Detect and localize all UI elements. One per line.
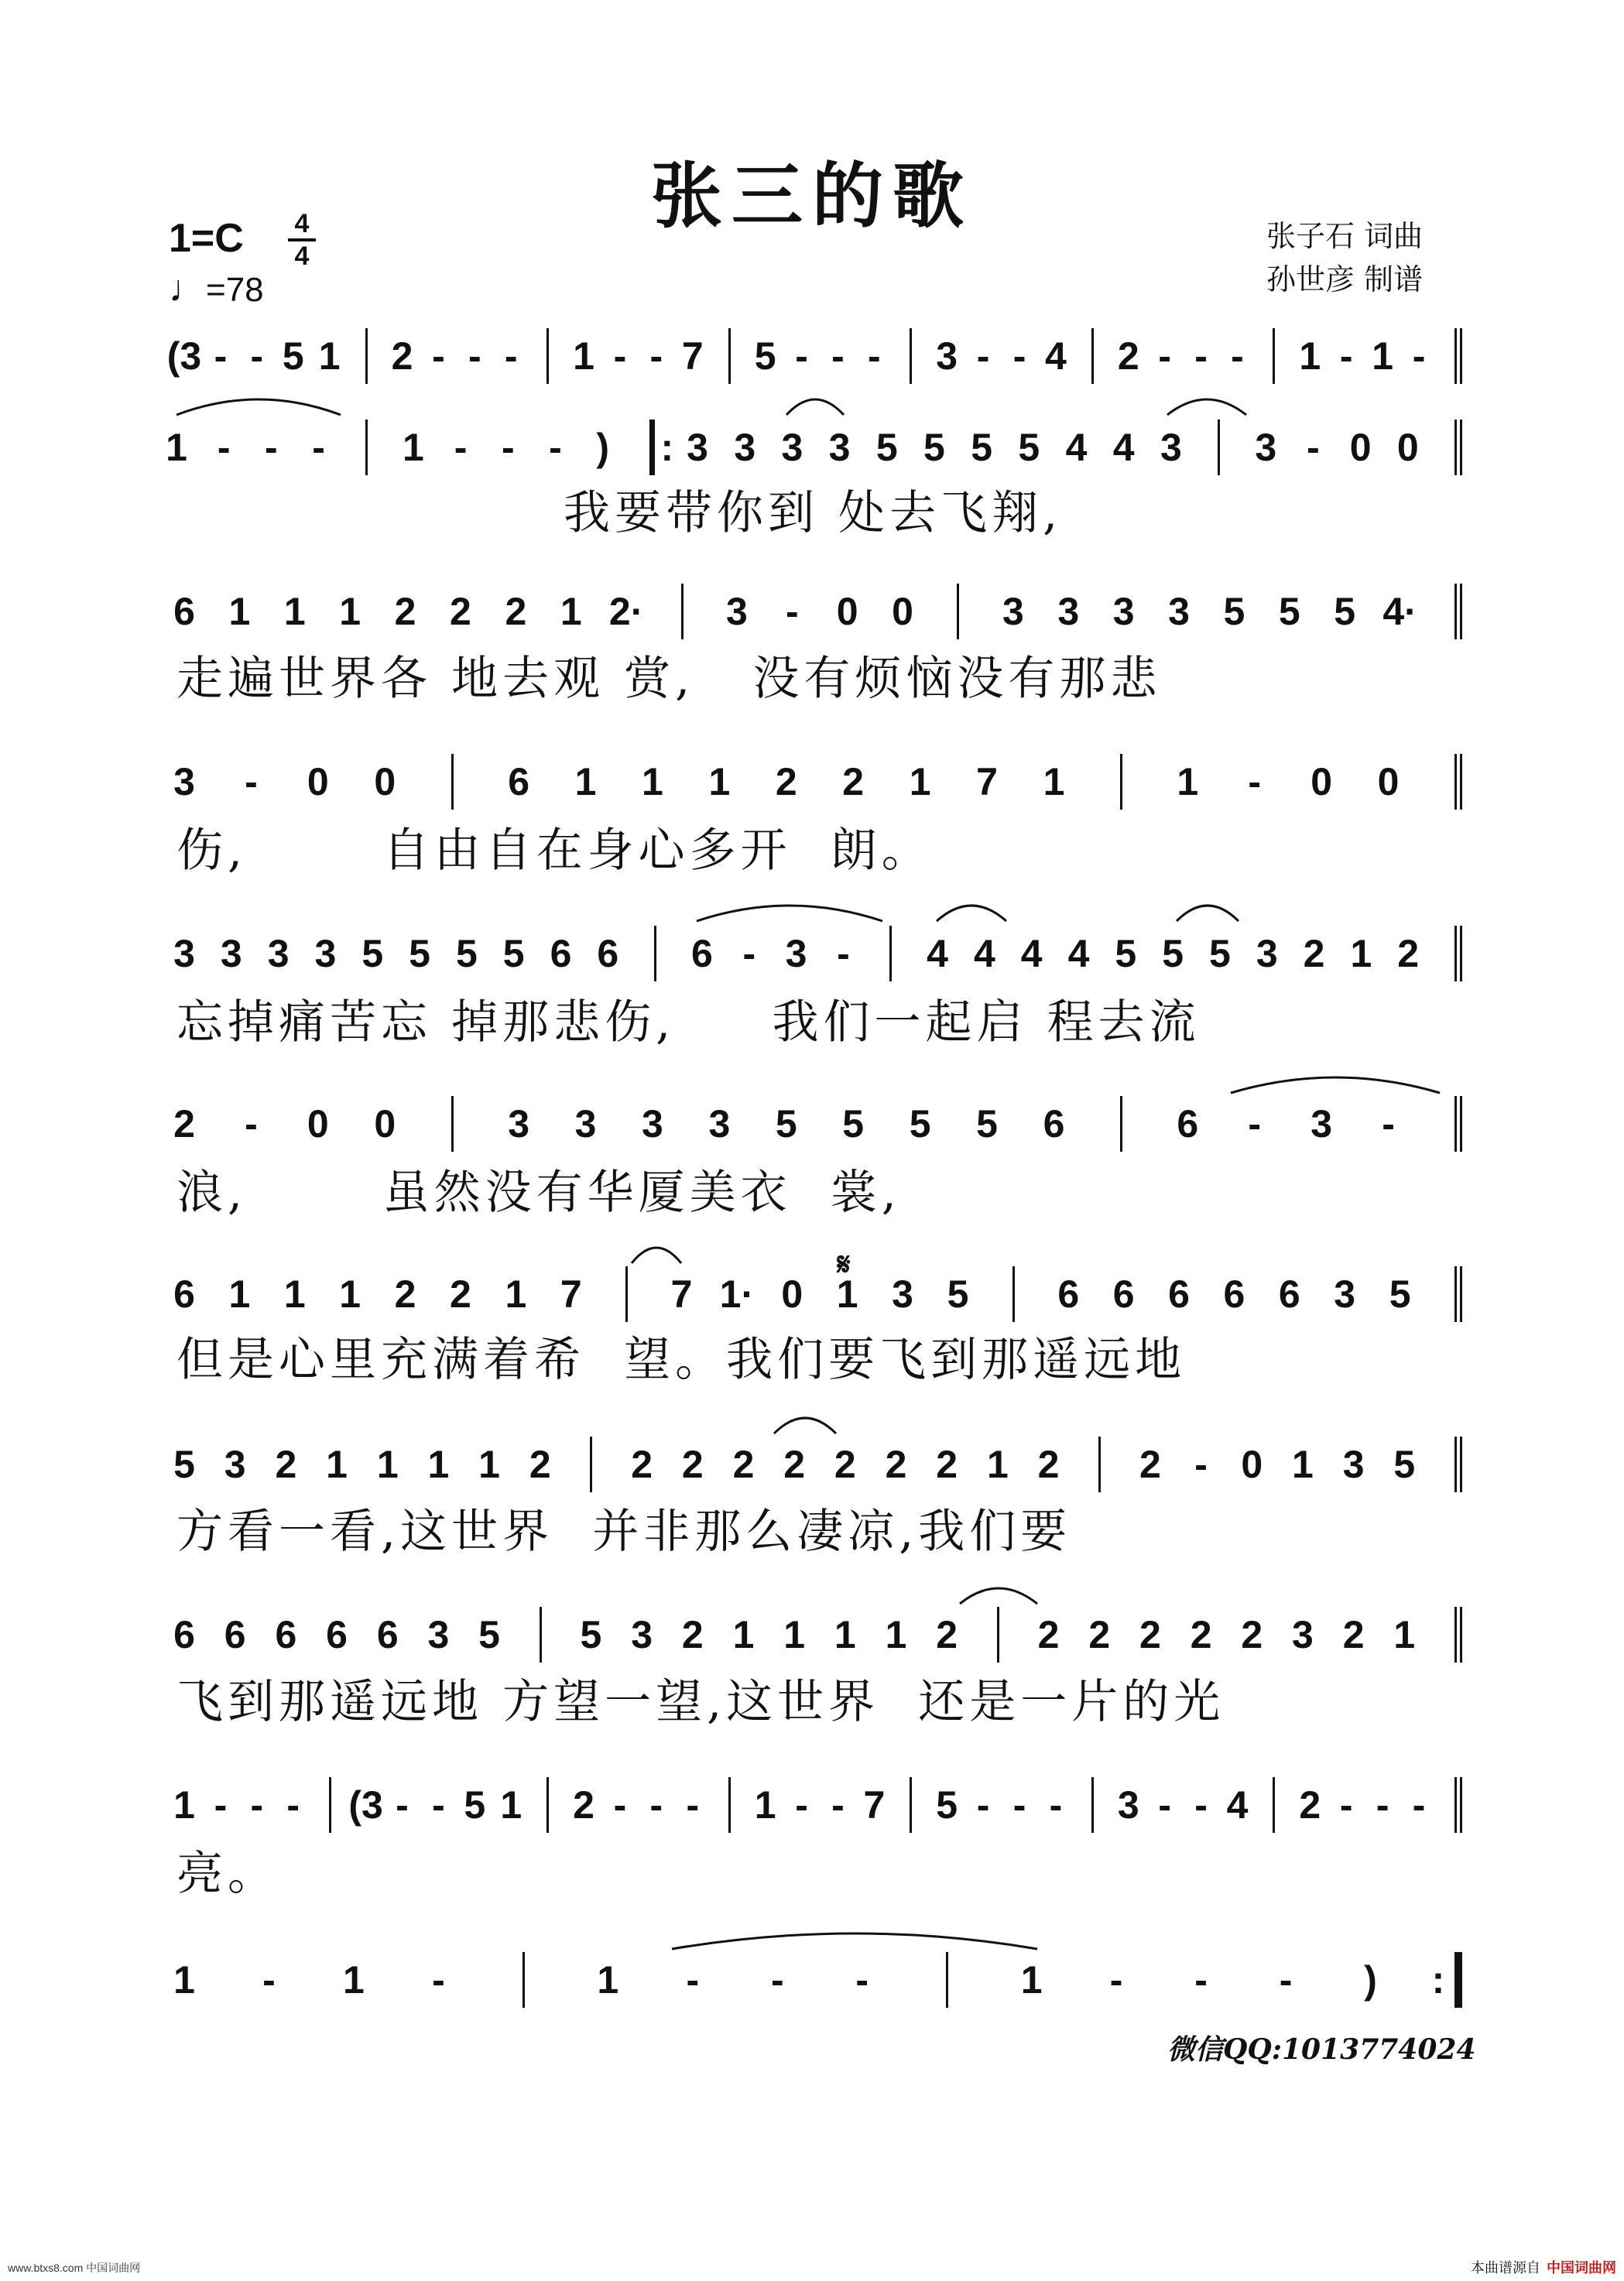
note-token: 5 <box>455 932 478 975</box>
note-token: 3 <box>267 932 290 975</box>
note-token: 1 <box>574 760 597 803</box>
note-token: 3 <box>1292 1613 1314 1656</box>
note-token: 1 <box>732 1613 755 1656</box>
note-token: 3 <box>1117 1783 1139 1827</box>
note-token: 6 <box>1043 1102 1065 1146</box>
key-signature: 1=C <box>169 216 244 261</box>
note-token: 5 <box>976 1102 998 1146</box>
note-token: - <box>686 1958 700 2002</box>
note-token: 2 <box>885 1443 907 1486</box>
note-token: 4 <box>1067 932 1090 975</box>
note-token: 1 <box>427 1443 450 1486</box>
note-token: - <box>1248 1102 1262 1146</box>
note-token: 2 <box>505 590 527 633</box>
note-token: 1 <box>1350 932 1372 975</box>
note-token: 5 <box>909 1102 931 1146</box>
note-token: - <box>1158 334 1171 378</box>
note-token: 3 <box>173 760 195 803</box>
segno-icon: 𝄋 <box>837 1248 851 1282</box>
note-token: 1 <box>597 1958 619 2002</box>
lyric-line: 浪, 虽然没有华厦美衣 裳, <box>176 1166 901 1220</box>
note-token: 1 <box>573 334 594 378</box>
note-token: 6 <box>508 760 529 803</box>
note-token: 0 <box>1396 426 1419 469</box>
song-title: 张三的歌 <box>650 154 973 238</box>
note-token: - <box>1307 426 1320 469</box>
note-token: 5 <box>842 1102 865 1146</box>
note-token: - <box>1382 1102 1395 1146</box>
note-token: 2 <box>631 1443 653 1486</box>
note-token: 2 <box>394 1272 416 1316</box>
note-token: - <box>1194 1783 1208 1827</box>
slur-mark <box>1167 399 1246 415</box>
note-token: - <box>432 1958 445 2002</box>
note-token: 7 <box>670 1272 693 1316</box>
note-token: - <box>549 426 562 469</box>
note-token: 3 <box>314 932 337 975</box>
note-token: - <box>613 334 627 378</box>
note-token: 1 <box>318 334 341 378</box>
note-token: 3 <box>631 1613 653 1656</box>
note-token: 1 <box>1372 334 1394 378</box>
repeat-dots: : <box>660 426 674 469</box>
note-token: - <box>245 1102 258 1146</box>
time-signature-bottom: 4 <box>294 241 310 271</box>
note-token: 0 <box>1349 426 1372 469</box>
slur-mark <box>672 1933 1037 1949</box>
slur-mark <box>1231 1077 1440 1093</box>
note-token: ) <box>1364 1958 1377 2002</box>
note-token: 3 <box>1255 426 1277 469</box>
note-token: 2 <box>1342 1613 1365 1656</box>
note-token: 0 <box>1311 760 1333 803</box>
note-token: - <box>1194 1443 1208 1486</box>
note-token: - <box>795 334 808 378</box>
note-token: - <box>795 1783 808 1827</box>
note-token: 5 <box>502 932 525 975</box>
note-token: 3 <box>936 334 958 378</box>
note-token: 2 <box>391 334 413 378</box>
lyric-line: 方看一看,这世界 并非那么凄凉,我们要 <box>176 1505 1072 1559</box>
note-token: - <box>214 334 228 378</box>
note-token: - <box>649 1783 663 1827</box>
note-token: 1 <box>754 1783 776 1827</box>
note-token: 1 <box>478 1443 500 1486</box>
note-token: - <box>214 1783 228 1827</box>
note-token: 2 <box>1397 932 1420 975</box>
note-token: - <box>613 1783 627 1827</box>
note-token: 2 <box>573 1783 594 1827</box>
note-token: 7 <box>681 334 704 378</box>
note-token: - <box>432 334 445 378</box>
note-token: 5 <box>580 1613 602 1656</box>
note-token: 3 <box>1311 1102 1333 1146</box>
lyric-line: 飞到那遥远地 方望一望,这世界 还是一片的光 <box>176 1675 1225 1729</box>
note-token: - <box>1194 1958 1208 2002</box>
note-token: 3 <box>828 426 851 469</box>
note-token: 5 <box>1389 1272 1411 1316</box>
note-token: 0 <box>307 760 329 803</box>
footer-source-label: 本曲谱源自 <box>1471 2260 1540 2276</box>
note-token: 0 <box>1377 760 1400 803</box>
note-token: 1 <box>986 1443 1009 1486</box>
note-token: 4 <box>973 932 995 975</box>
note-token: 3 <box>708 1102 731 1146</box>
note-token: - <box>868 334 881 378</box>
note-token: 7 <box>863 1783 886 1827</box>
note-token: 6 <box>1177 1102 1199 1146</box>
note-token: 1 <box>642 760 663 803</box>
note-token: 3 <box>785 932 807 975</box>
note-token: 5 <box>173 1443 195 1486</box>
note-token: 1 <box>403 426 424 469</box>
note-token: 2 <box>1088 1613 1111 1656</box>
slur-mark <box>937 906 1006 921</box>
note-token: - <box>1158 1783 1171 1827</box>
note-token: 3 <box>1160 426 1182 469</box>
note-token: 6 <box>1057 1272 1080 1316</box>
lyric-line: 忘掉痛苦忘 掉那悲伤, 我们一起启 程去流 <box>176 995 1201 1050</box>
note-token: 5 <box>936 1783 958 1827</box>
note-token: 3 <box>892 1272 913 1316</box>
note-token: 1 <box>1393 1613 1416 1656</box>
note-token: 1 <box>173 1958 195 2002</box>
note-token: - <box>217 426 231 469</box>
note-token: 5 <box>1115 932 1137 975</box>
note-token: 6 <box>224 1613 246 1656</box>
note-token: 6 <box>1168 1272 1190 1316</box>
note-token: 2 <box>681 1613 704 1656</box>
note-token: - <box>770 1958 784 2002</box>
note-token: 5 <box>1334 590 1356 633</box>
note-token: 1 <box>1043 760 1065 803</box>
note-token: 5 <box>971 426 993 469</box>
note-token: 1 <box>173 1783 195 1827</box>
note-token: - <box>501 426 515 469</box>
note-token: - <box>262 1958 276 2002</box>
note-token: - <box>286 1783 300 1827</box>
lyric-line: 亮。 <box>176 1847 279 1901</box>
note-token: - <box>976 1783 990 1827</box>
note-token: 2 <box>450 590 471 633</box>
note-token: 2 <box>842 760 865 803</box>
note-token: 5 <box>1209 932 1231 975</box>
note-token: 1 <box>783 1613 806 1656</box>
note-token: - <box>855 1958 869 2002</box>
lyric-line: 我要带你到 处去飞翔, <box>564 486 1063 540</box>
note-token: - <box>250 334 264 378</box>
note-token: 5 <box>409 932 430 975</box>
note-token: 1 <box>283 590 306 633</box>
note-token: 1 <box>166 426 187 469</box>
note-token: 2· <box>608 590 644 633</box>
note-token: - <box>686 1783 700 1827</box>
note-token: - <box>1049 1783 1063 1827</box>
note-token: - <box>1339 1783 1353 1827</box>
footer-left: www.btxs8.com 中国词曲网 <box>8 2262 141 2274</box>
note-token: 3 <box>726 590 748 633</box>
note-token: 3 <box>1112 590 1135 633</box>
note-token: 3 <box>1057 590 1080 633</box>
quarter-note-icon: ♩ <box>169 269 206 310</box>
note-token: - <box>742 932 756 975</box>
note-token: 5 <box>1278 590 1300 633</box>
note-token: 5 <box>1393 1443 1416 1486</box>
note-token: 1 <box>885 1613 907 1656</box>
note-token: 4 <box>1045 334 1067 378</box>
note-token: 2 <box>1139 1443 1161 1486</box>
note-token: 1 <box>505 1272 527 1316</box>
note-token: 3 <box>1334 1272 1356 1316</box>
note-token: 5 <box>754 334 776 378</box>
note-token: 4 <box>927 932 948 975</box>
note-token: - <box>1109 1958 1123 2002</box>
note-token: 3 <box>734 426 756 469</box>
note-token: 2 <box>1241 1613 1263 1656</box>
note-token: - <box>265 426 278 469</box>
note-token: 2 <box>1190 1613 1212 1656</box>
note-token: 2 <box>1037 1613 1060 1656</box>
note-token: 4 <box>1112 426 1135 469</box>
note-token: 3 <box>1256 932 1278 975</box>
note-token: - <box>1012 334 1026 378</box>
footer-right <box>1471 2257 1616 2277</box>
note-token: 1 <box>708 760 731 803</box>
note-token: - <box>504 334 518 378</box>
note-token: - <box>1248 760 1262 803</box>
note-token: - <box>1376 1783 1389 1827</box>
footer-brand-link[interactable]: 中国词曲网 <box>1547 2260 1616 2276</box>
note-token: 1 <box>500 1783 522 1827</box>
note-token: 4 <box>1226 1783 1249 1827</box>
note-token: 1 <box>560 590 582 633</box>
note-token: 5 <box>947 1272 969 1316</box>
note-token: 1 <box>376 1443 399 1486</box>
note-token: - <box>837 932 850 975</box>
note-token: 3 <box>508 1102 529 1146</box>
note-token: - <box>1412 334 1426 378</box>
note-token: 1 <box>339 590 361 633</box>
note-token: 6 <box>597 932 619 975</box>
credit-arranger: 孙世彦 制谱 <box>1266 262 1424 296</box>
note-token: 3 <box>687 426 708 469</box>
note-token: 1 <box>1020 1958 1043 2002</box>
note-token: 1 <box>1299 334 1321 378</box>
note-token: 2 <box>936 1613 958 1656</box>
note-token: 5 <box>1162 932 1184 975</box>
note-token: 1 <box>339 1272 361 1316</box>
slur-mark <box>632 1248 681 1263</box>
note-token: 5 <box>1018 426 1040 469</box>
note-token: 6 <box>1112 1272 1135 1316</box>
note-token: 1 <box>909 760 931 803</box>
note-token: 2 <box>1037 1443 1060 1486</box>
note-token: 3 <box>781 426 803 469</box>
note-token: - <box>1339 334 1353 378</box>
slur-mark <box>774 1418 836 1433</box>
note-token: - <box>250 1783 264 1827</box>
note-token: 3 <box>173 932 195 975</box>
note-token: - <box>1012 1783 1026 1827</box>
note-token: 2 <box>775 760 797 803</box>
note-token: 1 <box>1292 1443 1314 1486</box>
note-token: 2 <box>394 590 416 633</box>
lyric-line: 伤, 自由自在身心多开 朗。 <box>176 824 933 878</box>
repeat-dots: : <box>1431 1958 1445 2002</box>
note-token: 6 <box>275 1613 297 1656</box>
note-token: - <box>649 334 663 378</box>
note-token: 5 <box>464 1783 486 1827</box>
note-token: 3 <box>642 1102 663 1146</box>
note-token: - <box>831 334 845 378</box>
note-token: - <box>976 334 990 378</box>
note-token: 6 <box>691 932 713 975</box>
time-signature-top: 4 <box>294 209 310 238</box>
note-token: 3 <box>574 1102 597 1146</box>
note-token: (3 <box>166 334 202 378</box>
note-token: (3 <box>348 1783 383 1827</box>
note-token: 3 <box>427 1613 450 1656</box>
note-token: ) <box>596 426 609 469</box>
note-token: 2 <box>1139 1613 1161 1656</box>
note-token: - <box>1231 334 1244 378</box>
note-token: 2 <box>834 1443 856 1486</box>
note-token: 6 <box>173 1272 195 1316</box>
note-token: 0 <box>307 1102 329 1146</box>
slur-mark <box>1177 906 1239 921</box>
note-token: 1· <box>719 1272 755 1316</box>
note-token: - <box>454 426 468 469</box>
lyric-line: 但是心里充满着希 望。我们要飞到那遥远地 <box>176 1333 1187 1387</box>
note-token: - <box>1279 1958 1293 2002</box>
note-token: 7 <box>976 760 998 803</box>
note-token: 5 <box>478 1613 500 1656</box>
note-token: 1 <box>343 1958 365 2002</box>
note-token: 6 <box>1223 1272 1245 1316</box>
note-token: 3 <box>1002 590 1024 633</box>
lyric-line: 走遍世界各 地去观 赏, 没有烦恼没有那悲 <box>176 652 1162 706</box>
note-token: 0 <box>781 1272 803 1316</box>
note-token: 2 <box>1303 932 1325 975</box>
note-token: 5 <box>361 932 384 975</box>
note-token: 2 <box>529 1443 551 1486</box>
note-token: 0 <box>374 760 396 803</box>
note-token: 0 <box>892 590 913 633</box>
note-token: 4· <box>1382 590 1417 633</box>
note-token: 0 <box>374 1102 396 1146</box>
note-token: - <box>468 334 481 378</box>
note-token: 1 <box>836 1272 858 1316</box>
note-token: 2 <box>450 1272 471 1316</box>
slur-mark <box>176 399 341 415</box>
note-token: - <box>312 426 325 469</box>
note-token: 6 <box>326 1613 348 1656</box>
note-token: 6 <box>550 932 572 975</box>
tempo-value: =78 <box>206 271 264 309</box>
note-token: 5 <box>875 426 898 469</box>
note-token: - <box>245 760 258 803</box>
note-token: 2 <box>783 1443 806 1486</box>
note-token: 2 <box>173 1102 195 1146</box>
note-token: - <box>1194 334 1208 378</box>
note-token: 5 <box>775 1102 797 1146</box>
note-token: 2 <box>275 1443 297 1486</box>
note-token: - <box>396 1783 409 1827</box>
note-token: 2 <box>1117 334 1139 378</box>
note-token: 3 <box>1168 590 1190 633</box>
note-token: 2 <box>936 1443 958 1486</box>
note-token: 4 <box>1065 426 1088 469</box>
note-token: 3 <box>1342 1443 1365 1486</box>
note-token: 2 <box>681 1443 704 1486</box>
slur-mark <box>697 906 882 921</box>
slur-mark <box>960 1588 1037 1604</box>
note-token: 3 <box>220 932 242 975</box>
note-token: - <box>1412 1783 1426 1827</box>
note-token: 2 <box>1299 1783 1321 1827</box>
note-token: 1 <box>283 1272 306 1316</box>
note-token: 6 <box>1278 1272 1300 1316</box>
note-token: 6 <box>376 1613 399 1656</box>
note-token: 2 <box>732 1443 755 1486</box>
note-token: - <box>432 1783 445 1827</box>
note-token: 3 <box>224 1443 246 1486</box>
note-token: 1 <box>834 1613 856 1656</box>
note-token: 0 <box>1241 1443 1263 1486</box>
note-token: 1 <box>1177 760 1199 803</box>
note-token: 4 <box>1020 932 1043 975</box>
note-token: 6 <box>173 1613 195 1656</box>
credit-lyricist-composer: 张子石 词曲 <box>1266 219 1424 253</box>
slur-mark <box>786 399 844 415</box>
note-token: - <box>831 1783 845 1827</box>
note-token: 6 <box>173 590 195 633</box>
note-token: 5 <box>282 334 304 378</box>
note-token: 5 <box>923 426 945 469</box>
note-token: 0 <box>836 590 858 633</box>
note-token: 1 <box>228 590 251 633</box>
contact-info: 微信QQ:1013774024 <box>1167 2033 1476 2066</box>
note-token: 1 <box>228 1272 251 1316</box>
note-token: 5 <box>1223 590 1245 633</box>
note-token: - <box>785 590 799 633</box>
note-token: 7 <box>560 1272 582 1316</box>
note-token: 1 <box>326 1443 348 1486</box>
